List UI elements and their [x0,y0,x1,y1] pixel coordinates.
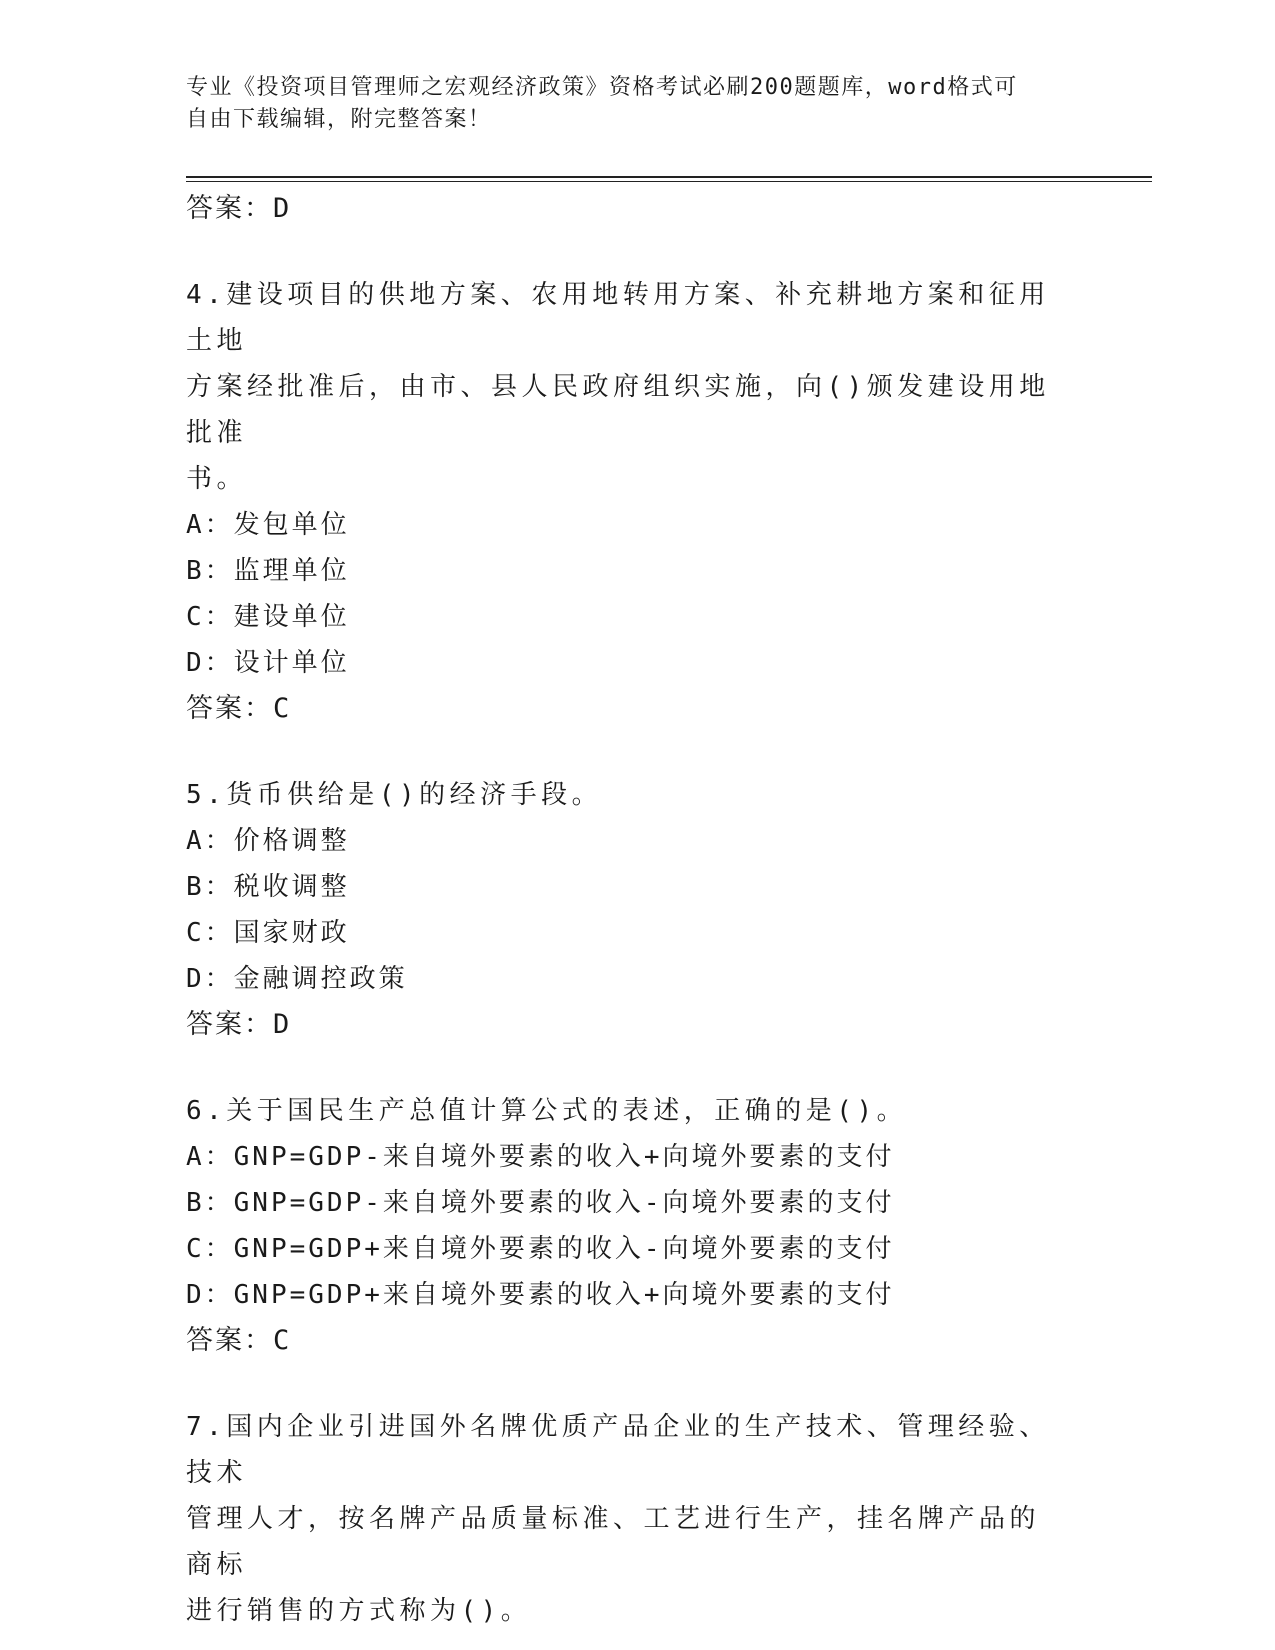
question-text-line: 进行销售的方式称为()。 [186,1596,532,1626]
header-rule-thick [186,176,1152,178]
question-text-line: 6.关于国民生产总值计算公式的表述，正确的是()。 [186,1096,908,1126]
option-c: C：建设单位 [186,602,350,632]
option-a: A：发包单位 [186,510,350,540]
question-6 [186,1088,1066,1364]
option-b: B：GNP=GDP-来自境外要素的收入-向境外要素的支付 [186,1188,895,1218]
answer: 答案：D [186,1009,292,1040]
header-line-2: 自由下载编辑，附完整答案！ [186,107,492,132]
question-text-line: 4.建设项目的供地方案、农用地转用方案、补充耕地方案和征用土地 [186,280,1050,356]
question-text-line: 5.货币供给是()的经济手段。 [186,780,603,810]
answer: 答案：C [186,693,292,724]
question-text-line: 书。 [186,464,248,494]
question-4 [186,272,1066,732]
question-5 [186,772,1066,1048]
header-line-1: 专业《投资项目管理师之宏观经济政策》资格考试必刷200题题库，word格式可 [186,75,1018,100]
option-c: C：GNP=GDP+来自境外要素的收入-向境外要素的支付 [186,1234,895,1264]
question-text-line: 方案经批准后，由市、县人民政府组织实施，向()颁发建设用地批准 [186,372,1050,448]
document-header [186,72,1066,136]
header-rule-thin [186,181,1152,182]
option-d: D：GNP=GDP+来自境外要素的收入+向境外要素的支付 [186,1280,895,1310]
option-d: D：设计单位 [186,648,350,678]
previous-answer: 答案：D [186,193,292,224]
option-a: A：价格调整 [186,826,350,856]
document-body [186,186,1066,1634]
option-c: C：国家财政 [186,918,350,948]
option-b: B：税收调整 [186,872,350,902]
answer: 答案：C [186,1325,292,1356]
option-d: D：金融调控政策 [186,964,408,994]
option-a: A：GNP=GDP-来自境外要素的收入+向境外要素的支付 [186,1142,895,1172]
option-b: B：监理单位 [186,556,350,586]
question-text-line: 7.国内企业引进国外名牌优质产品企业的生产技术、管理经验、技术 [186,1412,1050,1488]
question-text-line: 管理人才，按名牌产品质量标准、工艺进行生产，挂名牌产品的商标 [186,1504,1041,1580]
question-7 [186,1404,1066,1634]
